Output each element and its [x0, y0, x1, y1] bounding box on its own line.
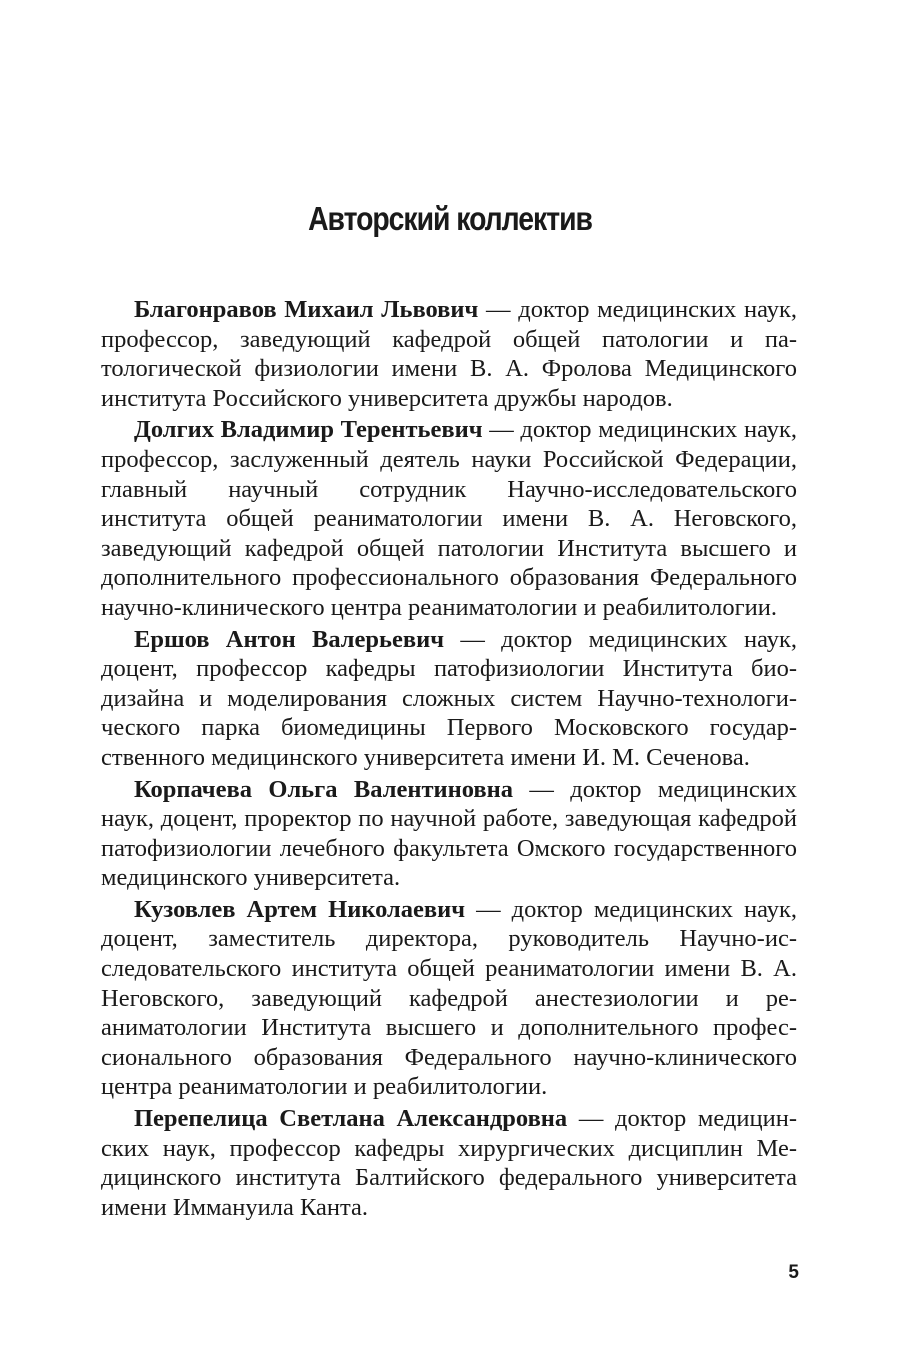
- author-name: Корпачева Ольга Валентиновна: [134, 775, 513, 803]
- author-name: Долгих Владимир Терентьевич: [134, 416, 483, 444]
- page-number: 5: [788, 1262, 799, 1283]
- page-title: Авторский коллектив: [308, 200, 592, 237]
- author-description: — доктор медицинских наук, профессор, заслуженный деятель науки Российской Федерации, главный научный сотрудник Научно-исследовательского института общей реаниматологии имени В. А. Неговского, заведующий кафедрой общей патологии Института высшего и дополнительного профессионального образования Федерального научно-клинического центра реаниматологии и реабилитологии.: [101, 416, 797, 621]
- author-entry: [101, 895, 797, 1102]
- author-entry: [101, 775, 797, 893]
- author-list: [101, 295, 797, 1224]
- author-name: Ершов Антон Валерьевич: [134, 625, 445, 653]
- author-name: Благонравов Михаил Львович: [134, 296, 479, 323]
- author-entry: [101, 415, 797, 622]
- author-entry: [101, 1104, 797, 1222]
- author-entry: [101, 625, 797, 773]
- author-name: Перепелица Светлана Александровна: [134, 1105, 568, 1133]
- author-description: — доктор медицинских наук, профессор кафедры хирургических дисциплин Медицинского института Балтийского федерального университета имени Иммануила Канта.: [101, 1105, 797, 1221]
- author-name: Кузовлев Артем Николаевич: [134, 895, 466, 923]
- author-description: — доктор медицинских наук, профессор, заведующий кафедрой общей патологии и патологической физиологии имени В. А. Фролова Медицинского института Российского университета дружбы народов.: [101, 296, 797, 412]
- author-description: — доктор медицинских наук, доцент, профессор кафедры патофизиологии Института биодизайна и моделирования сложных систем Научно-технологического парка биомедицины Первого Московского государственного медицинского университета имени И. М. Сеченова.: [101, 625, 797, 771]
- author-entry: [101, 295, 797, 413]
- author-description: — доктор медицинских наук, доцент, проректор по научной работе, заведующая кафедрой патофизиологии лечебного факультета Омского государственного медицинского университета.: [101, 775, 797, 892]
- author-description: — доктор медицинских наук, доцент, заместитель директора, руководитель Научно-исследовательского института общей реаниматологии имени В. А. Неговского, заведующий кафедрой анестезиологии и реаниматологии Института высшего и дополнительного профессионального образования Федерального научно-клинического центра реаниматологии и реабилитологии.: [101, 895, 797, 1101]
